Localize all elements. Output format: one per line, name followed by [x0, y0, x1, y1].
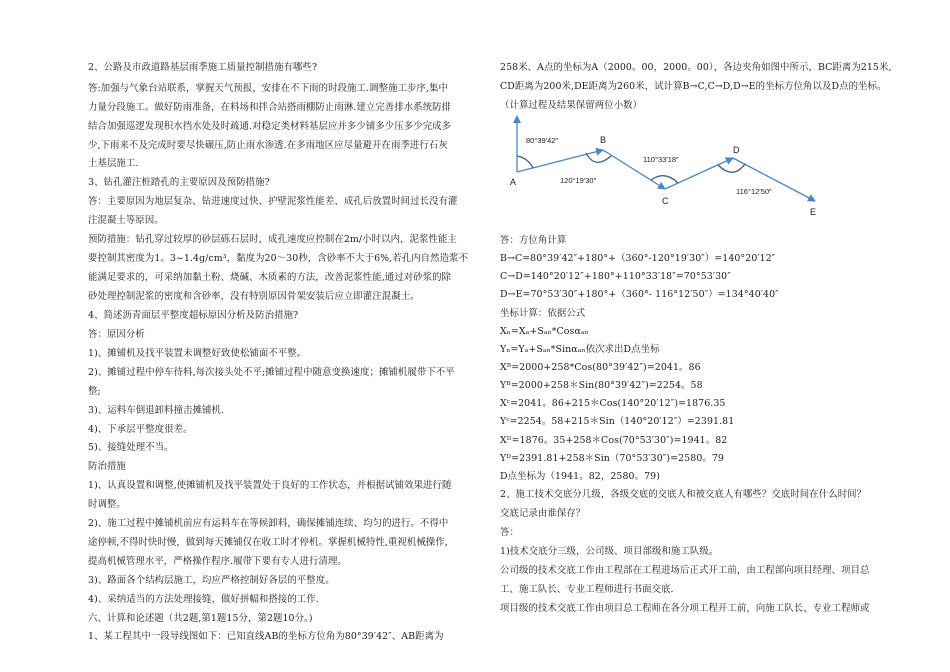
angle-label-c: 110°33′18″	[643, 155, 679, 164]
text-line: 少,下雨来不及完成时要尽快碾压,防止雨水渗透.在多雨地区应尽量避开在雨季进行石灰	[88, 140, 448, 151]
text-line: 4)、采纳适当的方法处理接缝，做好拼幅和搭接的工作.	[88, 594, 319, 605]
text-line: B→C=80°39′42″+180°+（360°-120°19′30″）=140°20′12″	[500, 253, 776, 264]
text-line: CD距离为200米,DE距离为260米，试计算B→C,C→D,D→E的坐标方位角以及D点的坐标。	[500, 81, 887, 92]
angle-label-d: 116°12′50″	[736, 187, 772, 196]
text-line: 提高机械管理水平，严格操作程序.履带下要有专人进行清理。	[88, 556, 347, 567]
text-line: Yᴮ=2000+258＊Sin(80°39′42″)=2254。58	[500, 380, 703, 391]
text-line: 六、计算和论述题（共2题,第1题15分，第2题10分。)	[88, 613, 313, 624]
angle-arc-d	[718, 164, 745, 172]
text-line: 整;	[88, 386, 101, 397]
text-line: 258米、A点的坐标为A（2000。00，2000。00），各边夹角如图中所示，BC距离为215米,	[500, 62, 892, 73]
traverse-diagram	[500, 108, 880, 228]
text-line: 5)、接缝处理不当。	[88, 442, 174, 453]
angle-arc-a	[517, 156, 533, 168]
text-line: 要控制其密度为1。3~1.4g/cm³，黏度为20～30秒，含砂率不大于6%,若孔内自然造浆不	[88, 253, 469, 264]
point-label-b: B	[600, 135, 607, 145]
text-line: 砂处理控制泥浆的密度和含砂率，没有特别原因骨架安装后应立即灌注混凝土。	[88, 291, 420, 302]
text-line: 2)、摊铺过程中停车待料,每次接头处不平;摊铺过程中随意变换速度；摊铺机履带下不平	[88, 367, 455, 378]
text-line: 1)、摊铺机及找平装置未调整好致使松铺面不平整。	[88, 348, 307, 359]
point-label-c: C	[662, 196, 669, 206]
text-line: Yᴰ=2391.81+258＊Sin（70°53′30″)=2580。79	[500, 453, 724, 464]
text-line: 3)、运料车倒退卸料撞击摊铺机.	[88, 405, 225, 416]
text-line: Yₙ=Yₐ+Sₐₙ*Sinαₐₙ依次求出D点坐标	[500, 344, 660, 355]
text-line: Xₙ=Xₐ+Sₐₙ*Cosαₐₙ	[500, 326, 589, 337]
text-line: 公司级的技术交底工作由工程部在工程进场后正式开工前，由工程部向项目经理、项目总	[500, 565, 870, 576]
text-line: 1)技术交底分三级，公司级、项目部级和施工队级。	[500, 546, 719, 557]
text-line: 结合加强巡逻发现积水挡水处及时疏通.对稳定类材料基层应并多少铺多少压多少完成多	[88, 121, 452, 132]
text-line: 防治措施	[88, 461, 126, 472]
text-line: 答：	[500, 527, 519, 538]
angle-arc-b	[586, 153, 611, 162]
angle-label-b: 120°19′30″	[560, 176, 597, 185]
text-line: 时调整。	[88, 499, 126, 510]
text-line: 4)、下承层平整度很差。	[88, 424, 193, 435]
text-line: Xᴰ=1876。35+258＊Cos(70°53′30″)=1941。82	[500, 435, 728, 446]
text-line: D点坐标为（1941。82，2580。79)	[500, 471, 660, 482]
text-line: D→E=70°53′30″+180°+（360°- 116°12′50″）=134°40′40″	[500, 289, 779, 300]
text-line: 2、施工技术交底分几级，各级交底的交底人和被交底人有哪些？交底时间在什么时间？	[500, 489, 867, 500]
text-line: 途停顿,不得时快时慢，做到每天摊铺仅在收工时才停机。掌握机械特性,重视机械操作,	[88, 537, 448, 548]
text-line: 3、钻孔灌注桩踏孔的主要原因及预防措施?	[88, 177, 270, 188]
text-line: 3)、路面各个结构层施工，均应严格控制好各层的平整度。	[88, 575, 335, 586]
text-line: C→D=140°20′12″+180°+110°33′18″=70°53′30″	[500, 271, 731, 282]
point-label-e: E	[810, 207, 817, 217]
text-line: 项目级的技术交底工作由项目总工程师在各分项工程开工前，向施工队长、专业工程师或	[500, 603, 870, 614]
text-line: （计算过程及结果保留两位小数）	[500, 100, 643, 111]
text-line: 土基层施工.	[88, 158, 139, 169]
text-line: 答：主要原因为地层复杂、钻进速度过快、护壁泥浆性能差、成孔后放置时间过长没有灌	[88, 196, 458, 207]
text-line: 4、简述沥青面层平整度超标原因分析及防治措施?	[88, 310, 299, 321]
text-line: 注混凝土等原因。	[88, 215, 164, 226]
text-line: 答:加强与气象台站联系，掌握天气预报，安排在不下雨的时段施工.调整施工步序,集中	[88, 83, 448, 94]
text-line: 能满足要求的，可采纳加黏土粉、烧碱、木质素的方法，改善泥浆性能,通过对砂浆的除	[88, 272, 452, 283]
traverse-leg-ab	[517, 150, 603, 172]
text-line: 预防措施：钻孔穿过较厚的砂层砾石层时，成孔速度应控制在2m/小时以内，泥浆性能主	[88, 234, 457, 245]
text-line: Xᴮ=2000+258*Cos(80°39′42″)=2041。86	[500, 362, 701, 373]
text-line: 1、某工程其中一段导线图如下：已知直线AB的坐标方位角为80°39′42″、AB距离为	[88, 631, 444, 642]
point-label-d: D	[733, 145, 740, 155]
text-line: 2、公路及市政道路基层雨季施工质量控制措施有哪些?	[88, 62, 318, 73]
angle-arc-c	[651, 176, 678, 183]
text-line: 答：方位角计算	[500, 235, 567, 246]
text-line: 交底记录由谁保存？	[500, 508, 586, 519]
text-line: 1)、认真设置和调整,使摊铺机及找平装置处于良好的工作状态，并根据试铺效果进行随	[88, 480, 452, 491]
text-line: 答：原因分析	[88, 329, 145, 340]
text-line: 力量分段施工。做好防雨准备，在料场和拌合站搭雨棚防止雨淋.建立完善排水系统防排	[88, 102, 452, 113]
angle-label-a: 80°39′42″	[526, 136, 559, 145]
text-line: 坐标计算：依据公式	[500, 308, 586, 319]
text-line: 工、施工队长、专业工程师进行书面交底.	[500, 584, 674, 595]
text-line: Yᶜ=2254。58+215＊Sin（140°20′12″）=2391.81	[500, 416, 735, 427]
point-label-a: A	[510, 177, 517, 187]
text-line: Xᶜ=2041。86+215＊Cos(140°20′12″)=1876.35	[500, 398, 726, 409]
text-line: 2)、施工过程中摊铺机前应有运料车在等候卸料，确保摊铺连续、均匀的进行。不得中	[88, 518, 449, 529]
